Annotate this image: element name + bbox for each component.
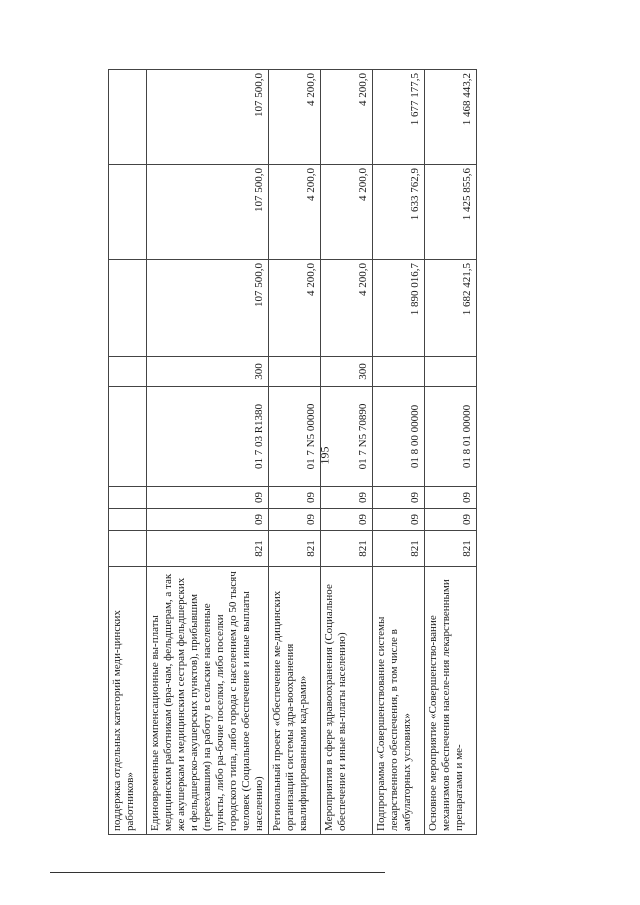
cell-vr bbox=[373, 357, 425, 387]
row-name: Мероприятия в сфере здравоохранения (Социальное обеспечение и иные вы-платы населению) bbox=[321, 567, 373, 835]
cell-year2: 1 633 762,9 bbox=[373, 165, 425, 260]
cell-pr: 09 bbox=[373, 487, 425, 509]
cell-year1: 1 890 016,7 bbox=[373, 260, 425, 357]
rotated-table-wrapper bbox=[108, 70, 473, 835]
cell-csr: 01 8 01 00000 bbox=[425, 387, 477, 487]
cell-gr: 821 bbox=[425, 531, 477, 567]
cell-year1 bbox=[109, 260, 147, 357]
cell-year1: 1 682 421,5 bbox=[425, 260, 477, 357]
row-name: поддержка отдельных категорий меди-цинских работников» bbox=[109, 567, 147, 835]
cell-pr bbox=[109, 487, 147, 509]
cell-csr: 01 8 00 00000 bbox=[373, 387, 425, 487]
table-row bbox=[269, 70, 321, 835]
cell-year2: 107 500,0 bbox=[147, 165, 269, 260]
cell-year3 bbox=[109, 70, 147, 165]
table-row bbox=[147, 70, 269, 835]
cell-rz: 09 bbox=[425, 509, 477, 531]
row-name: Основное мероприятие «Совершенство-вание механизмов обеспечения населе-ния лекарственными препаратами и ме- bbox=[425, 567, 477, 835]
cell-pr: 09 bbox=[269, 487, 321, 509]
budget-table bbox=[108, 69, 477, 835]
row-name: Региональный проект «Обеспечение ме-дицинских организаций системы здра-воохранения квалифицированными кад-рами» bbox=[269, 567, 321, 835]
cell-gr bbox=[109, 531, 147, 567]
cell-vr bbox=[425, 357, 477, 387]
cell-vr: 300 bbox=[321, 357, 373, 387]
cell-vr bbox=[109, 357, 147, 387]
cell-year3: 1 677 177,5 bbox=[373, 70, 425, 165]
cell-year1: 4 200,0 bbox=[269, 260, 321, 357]
row-name: Подпрограмма «Совершенствование системы лекарственного обеспечения, в том числе в амбулаторных условиях» bbox=[373, 567, 425, 835]
table-row bbox=[321, 70, 373, 835]
cell-year3: 4 200,0 bbox=[321, 70, 373, 165]
table-row bbox=[109, 70, 147, 835]
cell-gr: 821 bbox=[321, 531, 373, 567]
cell-year3: 1 468 443,2 bbox=[425, 70, 477, 165]
cell-vr: 300 bbox=[147, 357, 269, 387]
cell-csr: 01 7 03 R1380 bbox=[147, 387, 269, 487]
cell-year2 bbox=[109, 165, 147, 260]
cell-year2: 4 200,0 bbox=[269, 165, 321, 260]
table-row bbox=[373, 70, 425, 835]
cell-rz: 09 bbox=[147, 509, 269, 531]
page-number: 195 bbox=[317, 446, 332, 465]
cell-csr: 01 7 N5 00000 bbox=[269, 387, 321, 487]
cell-rz: 09 bbox=[373, 509, 425, 531]
footnote-rule bbox=[50, 872, 385, 873]
cell-pr: 09 bbox=[147, 487, 269, 509]
row-name: Единовременные компенсационные вы-платы медицинским работникам (вра-чам, фельдшерам, а так же акушеркам и медицинским сестрам фельдшерских и фельдшерско-акушерских пунктов), прибывшим (переехавшим) на работу в сельские населенные пункты, либо ра-бочие поселки, либо поселки городского типа, либо города с населением до 50 тысяч человек (Социальное обеспечение и иные выплаты населению) bbox=[147, 567, 269, 835]
cell-gr: 821 bbox=[373, 531, 425, 567]
cell-gr: 821 bbox=[269, 531, 321, 567]
cell-pr: 09 bbox=[321, 487, 373, 509]
cell-year3: 4 200,0 bbox=[269, 70, 321, 165]
cell-rz: 09 bbox=[321, 509, 373, 531]
cell-year1: 4 200,0 bbox=[321, 260, 373, 357]
cell-csr bbox=[109, 387, 147, 487]
cell-year2: 1 425 855,6 bbox=[425, 165, 477, 260]
table-row bbox=[425, 70, 477, 835]
cell-pr: 09 bbox=[425, 487, 477, 509]
cell-year3: 107 500,0 bbox=[147, 70, 269, 165]
cell-year2: 4 200,0 bbox=[321, 165, 373, 260]
cell-year1: 107 500,0 bbox=[147, 260, 269, 357]
cell-gr: 821 bbox=[147, 531, 269, 567]
cell-rz: 09 bbox=[269, 509, 321, 531]
cell-rz bbox=[109, 509, 147, 531]
cell-vr bbox=[269, 357, 321, 387]
cell-csr: 01 7 N5 70890 bbox=[321, 387, 373, 487]
